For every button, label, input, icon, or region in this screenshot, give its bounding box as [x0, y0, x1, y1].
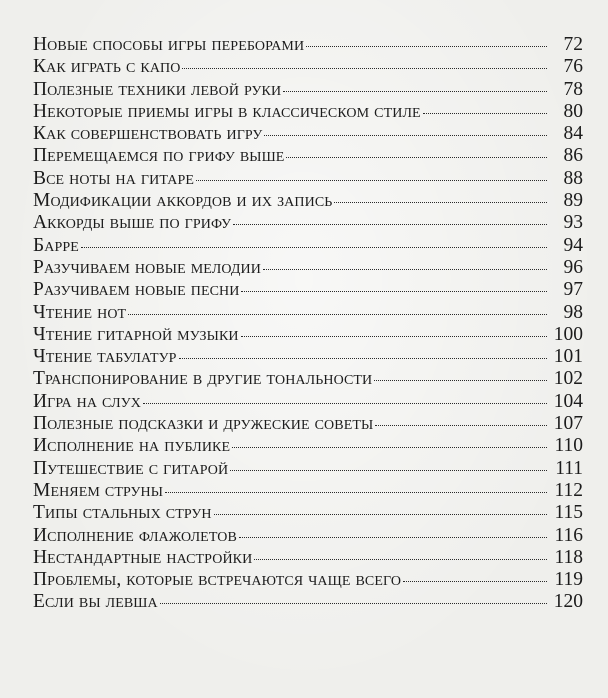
toc-dot-leader [196, 180, 547, 181]
toc-entry [33, 480, 583, 502]
toc-page-number: 89 [563, 190, 583, 212]
toc-entry [33, 34, 583, 56]
toc-dot-leader [179, 358, 548, 359]
toc-page-number: 116 [554, 524, 583, 546]
toc-entry [33, 569, 583, 591]
toc-page-number: 118 [554, 546, 583, 568]
toc-page-number: 104 [553, 390, 583, 412]
toc-page-number: 72 [563, 34, 583, 55]
toc-entry-title: Полезные подсказки и дружеские советы [33, 413, 374, 435]
toc-entry [33, 168, 583, 190]
toc-dot-leader [306, 46, 547, 47]
toc-entry [33, 547, 583, 569]
toc-dot-leader [143, 403, 547, 404]
toc-page-number: 94 [563, 234, 583, 256]
toc-entry-title: Все ноты на гитаре [33, 167, 195, 189]
toc-entry [33, 435, 583, 457]
toc-dot-leader [239, 537, 547, 538]
toc-entry [33, 591, 583, 613]
toc-entry [33, 145, 583, 167]
toc-entry [33, 525, 583, 547]
toc-entry-title: Чтение табулатур [33, 346, 177, 368]
toc-dot-leader [230, 470, 547, 471]
toc-entry-title: Модификации аккордов и их запись [33, 190, 333, 212]
table-of-contents [33, 34, 583, 614]
toc-dot-leader [160, 603, 547, 604]
toc-dot-leader [334, 202, 547, 203]
toc-entry [33, 502, 583, 524]
toc-entry [33, 101, 583, 123]
toc-dot-leader [241, 291, 547, 292]
toc-page-number: 84 [563, 123, 583, 145]
toc-page-number: 86 [563, 145, 583, 167]
toc-entry [33, 212, 583, 234]
toc-entry-title: Чтение нот [33, 301, 127, 323]
toc-dot-leader [254, 559, 547, 560]
toc-dot-leader [182, 68, 547, 69]
toc-entry-title: Нестандартные настройки [33, 546, 253, 568]
toc-entry [33, 279, 583, 301]
toc-entry [33, 324, 583, 346]
toc-entry-title: Как играть с капо [33, 56, 181, 78]
toc-entry-title: Перемещаемся по грифу выше [33, 145, 285, 167]
toc-dot-leader [233, 224, 547, 225]
toc-entry [33, 346, 583, 368]
toc-entry-title: Разучиваем новые песни [33, 279, 240, 301]
toc-page-number: 98 [563, 301, 583, 323]
toc-entry [33, 235, 583, 257]
toc-dot-leader [263, 269, 547, 270]
toc-entry-title: Исполнение на публике [33, 435, 231, 457]
toc-entry-title: Некоторые приемы игры в классическом стиле [33, 100, 421, 122]
toc-entry [33, 413, 583, 435]
toc-entry [33, 391, 583, 413]
toc-entry [33, 458, 583, 480]
toc-entry-title: Барре [33, 234, 79, 256]
toc-dot-leader [241, 336, 547, 337]
toc-page-number: 119 [554, 569, 583, 591]
toc-page-number: 97 [563, 279, 583, 301]
toc-page-number: 110 [554, 435, 583, 457]
toc-dot-leader [283, 91, 547, 92]
toc-page-number: 100 [553, 323, 583, 345]
toc-entry [33, 368, 583, 390]
toc-entry-title: Чтение гитарной музыки [33, 323, 239, 345]
toc-entry-title: Путешествие с гитарой [33, 457, 229, 479]
toc-page-number: 96 [563, 256, 583, 278]
toc-page-number: 115 [554, 502, 583, 524]
toc-page-number: 101 [553, 346, 583, 368]
toc-page-number: 120 [553, 591, 583, 613]
toc-entry-title: Типы стальных струн [33, 502, 212, 524]
toc-entry-title: Если вы левша [33, 591, 158, 613]
toc-entry-title: Новые способы игры переборами [33, 34, 305, 55]
toc-page-number: 107 [553, 413, 583, 435]
toc-entry-title: Полезные техники левой руки [33, 78, 282, 100]
toc-entry-title: Проблемы, которые встречаются чаще всего [33, 569, 402, 591]
toc-page-number: 76 [563, 56, 583, 78]
toc-dot-leader [264, 135, 547, 136]
toc-page-number: 111 [555, 457, 583, 479]
toc-dot-leader [375, 425, 547, 426]
toc-entry-title: Меняем струны [33, 479, 164, 501]
toc-dot-leader [128, 314, 547, 315]
toc-dot-leader [214, 514, 547, 515]
toc-entry [33, 302, 583, 324]
toc-dot-leader [232, 447, 547, 448]
toc-entry-title: Как совершенствовать игру [33, 123, 263, 145]
toc-entry [33, 79, 583, 101]
toc-dot-leader [403, 581, 547, 582]
toc-page-number: 102 [553, 368, 583, 390]
toc-page-number: 78 [563, 78, 583, 100]
toc-page-number: 93 [563, 212, 583, 234]
toc-dot-leader [423, 113, 547, 114]
toc-dot-leader [286, 157, 547, 158]
toc-entry-title: Игра на слух [33, 390, 141, 412]
toc-entry-title: Исполнение флажолетов [33, 524, 237, 546]
toc-entry [33, 56, 583, 78]
toc-page-number: 112 [554, 479, 583, 501]
toc-entry-title: Аккорды выше по грифу [33, 212, 232, 234]
toc-entry [33, 123, 583, 145]
toc-entry [33, 190, 583, 212]
toc-dot-leader [165, 492, 547, 493]
toc-dot-leader [81, 247, 547, 248]
toc-dot-leader [374, 380, 547, 381]
toc-page-number: 80 [563, 100, 583, 122]
toc-entry [33, 257, 583, 279]
toc-page-number: 88 [563, 167, 583, 189]
toc-entry-title: Транспонирование в другие тональности [33, 368, 373, 390]
toc-entry-title: Разучиваем новые мелодии [33, 256, 261, 278]
